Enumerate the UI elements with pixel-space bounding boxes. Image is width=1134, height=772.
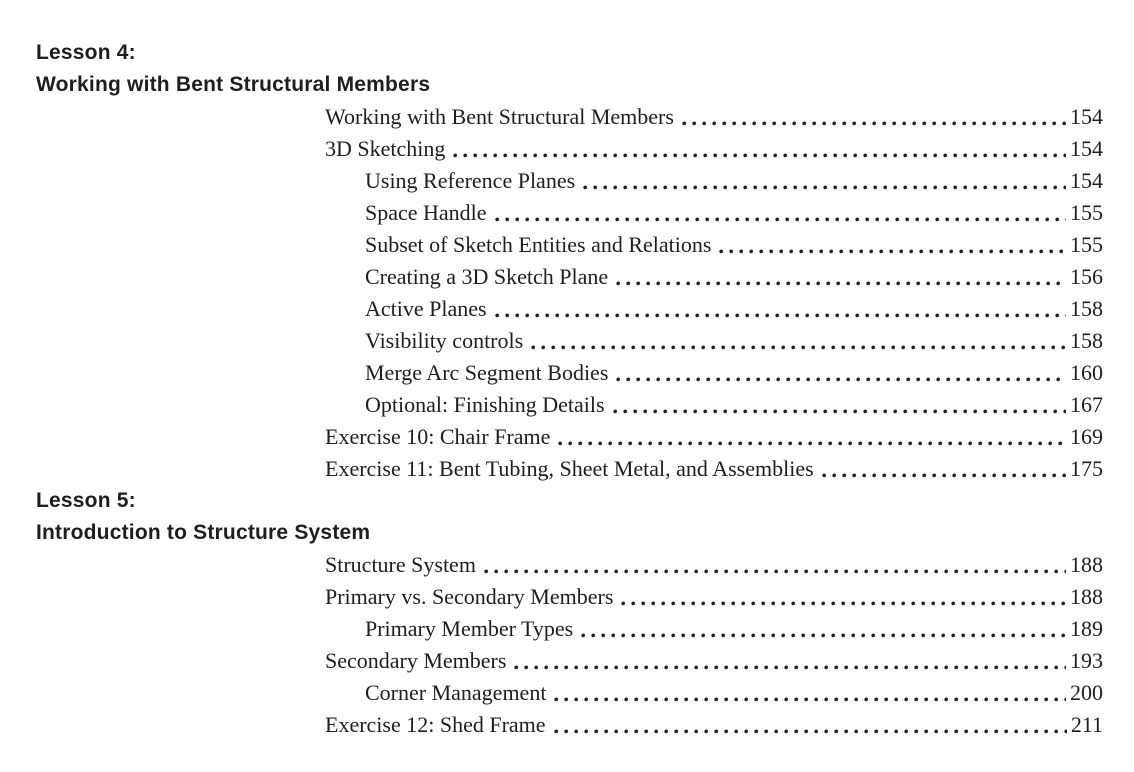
toc-entry bbox=[325, 389, 1103, 421]
toc-entry-title: 3D Sketching bbox=[325, 136, 446, 161]
toc-entry bbox=[325, 101, 1103, 133]
dot-leader-icon bbox=[558, 440, 1066, 447]
toc-entry bbox=[325, 549, 1103, 581]
toc-entry-page: 169 bbox=[1070, 424, 1103, 449]
toc-entry-title: Creating a 3D Sketch Plane bbox=[365, 264, 609, 289]
dot-leader-icon bbox=[621, 600, 1066, 607]
toc-entry-title: Exercise 12: Shed Frame bbox=[325, 712, 546, 737]
dot-leader-icon bbox=[514, 664, 1066, 671]
dot-leader-icon bbox=[822, 472, 1066, 479]
toc-entry-page: 154 bbox=[1070, 168, 1103, 193]
toc-entry bbox=[325, 357, 1103, 389]
toc-entry-title: Space Handle bbox=[365, 200, 487, 225]
toc-entry bbox=[325, 229, 1103, 261]
toc-entry-page: 156 bbox=[1070, 264, 1103, 289]
lesson-title: Introduction to Structure System bbox=[36, 521, 371, 544]
toc-entry bbox=[325, 293, 1103, 325]
toc-entry-page: 175 bbox=[1070, 456, 1103, 481]
toc-entry-title: Corner Management bbox=[365, 680, 547, 705]
toc-entry bbox=[325, 165, 1103, 197]
dot-leader-icon bbox=[583, 184, 1066, 191]
toc-entry-page: 154 bbox=[1070, 136, 1103, 161]
toc-entry-title: Primary Member Types bbox=[365, 616, 574, 641]
toc-list bbox=[325, 549, 1103, 741]
lesson-label: Lesson 5: bbox=[36, 489, 136, 512]
toc-entry-page: 188 bbox=[1070, 584, 1103, 609]
toc-entry-page: 158 bbox=[1070, 328, 1103, 353]
toc-entry-title: Active Planes bbox=[365, 296, 487, 321]
dot-leader-icon bbox=[495, 216, 1066, 223]
toc-entry-page: 160 bbox=[1070, 360, 1103, 385]
lesson-heading bbox=[36, 485, 1134, 549]
toc-entry-title: Visibility controls bbox=[365, 328, 524, 353]
toc-entry bbox=[325, 581, 1103, 613]
dot-leader-icon bbox=[616, 280, 1066, 287]
toc-entry bbox=[325, 709, 1103, 741]
toc-entry-title: Working with Bent Structural Members bbox=[325, 104, 674, 129]
toc-entry-title: Subset of Sketch Entities and Relations bbox=[365, 232, 712, 257]
dot-leader-icon bbox=[495, 312, 1066, 319]
toc-entry-page: 200 bbox=[1070, 680, 1103, 705]
toc-entry-page: 158 bbox=[1070, 296, 1103, 321]
toc-entry-page: 167 bbox=[1070, 392, 1103, 417]
toc-entry-title: Merge Arc Segment Bodies bbox=[365, 360, 609, 385]
toc-entry bbox=[325, 613, 1103, 645]
toc-list bbox=[325, 101, 1103, 485]
toc-entry bbox=[325, 197, 1103, 229]
lesson-heading bbox=[36, 37, 1134, 101]
toc-entry-title: Optional: Finishing Details bbox=[365, 392, 605, 417]
dot-leader-icon bbox=[484, 568, 1066, 575]
toc-entry-title: Exercise 11: Bent Tubing, Sheet Metal, and Assemblies bbox=[325, 456, 814, 481]
toc-entry-title: Exercise 10: Chair Frame bbox=[325, 424, 551, 449]
toc-entry bbox=[325, 453, 1103, 485]
toc-entry-title: Secondary Members bbox=[325, 648, 507, 673]
toc-entry bbox=[325, 261, 1103, 293]
toc-entry-page: 211 bbox=[1070, 712, 1103, 737]
toc-section-lesson-5 bbox=[0, 485, 1134, 741]
toc-entry-title: Using Reference Planes bbox=[365, 168, 576, 193]
toc-entry-page: 154 bbox=[1070, 104, 1103, 129]
toc-entry bbox=[325, 325, 1103, 357]
toc-entry-page: 188 bbox=[1070, 552, 1103, 577]
lesson-label: Lesson 4: bbox=[36, 41, 136, 64]
lesson-title: Working with Bent Structural Members bbox=[36, 73, 431, 96]
toc-entry bbox=[325, 133, 1103, 165]
toc-entry-page: 189 bbox=[1070, 616, 1103, 641]
toc-entry-title: Primary vs. Secondary Members bbox=[325, 584, 614, 609]
toc-entry-page: 155 bbox=[1070, 232, 1103, 257]
dot-leader-icon bbox=[554, 728, 1067, 735]
toc-entry-page: 155 bbox=[1070, 200, 1103, 225]
dot-leader-icon bbox=[719, 248, 1066, 255]
dot-leader-icon bbox=[554, 696, 1066, 703]
toc-section-lesson-4 bbox=[0, 37, 1134, 485]
toc-entry-page: 193 bbox=[1070, 648, 1103, 673]
dot-leader-icon bbox=[581, 632, 1066, 639]
toc-entry bbox=[325, 677, 1103, 709]
dot-leader-icon bbox=[613, 408, 1066, 415]
dot-leader-icon bbox=[616, 376, 1066, 383]
dot-leader-icon bbox=[453, 152, 1066, 159]
dot-leader-icon bbox=[682, 120, 1066, 127]
dot-leader-icon bbox=[531, 344, 1066, 351]
toc-entry bbox=[325, 421, 1103, 453]
toc-entry bbox=[325, 645, 1103, 677]
toc-entry-title: Structure System bbox=[325, 552, 476, 577]
